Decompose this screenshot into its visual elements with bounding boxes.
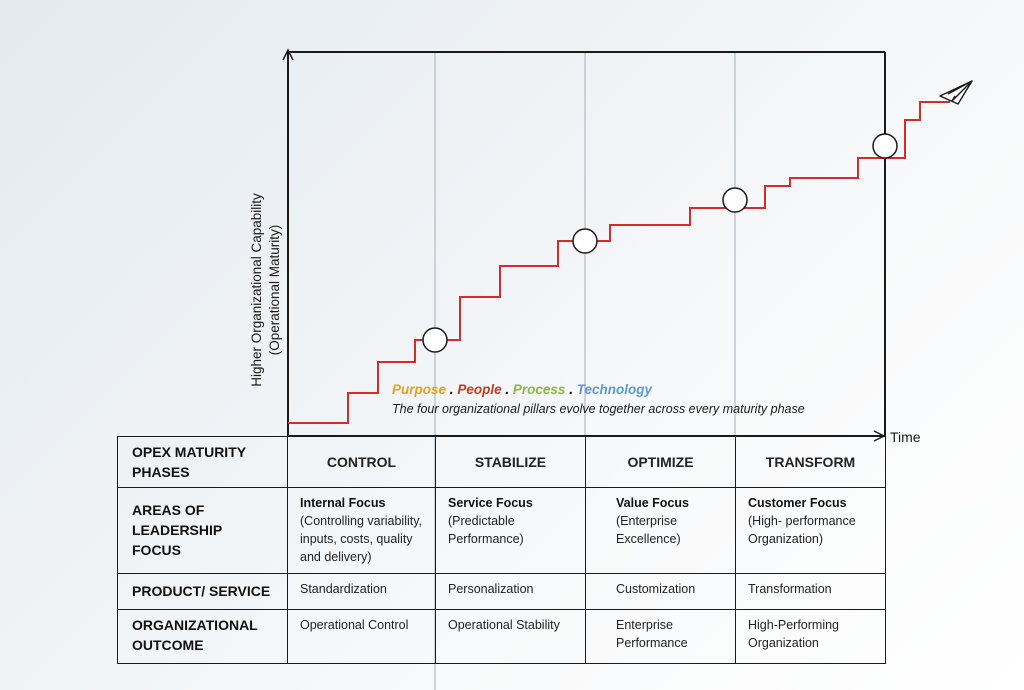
pillar-purpose: Purpose xyxy=(392,382,447,397)
row-header-product: PRODUCT/ SERVICE xyxy=(118,574,288,610)
pillar-people: People xyxy=(457,382,502,397)
table-row-phases xyxy=(118,437,886,488)
leadership-focus-transform: Customer Focus (High- performance Organization) xyxy=(736,488,886,574)
product-optimize: Customization xyxy=(586,574,736,610)
y-axis-label-line2: (Operational Maturity) xyxy=(267,224,282,356)
pillar-process: Process xyxy=(512,382,566,397)
row-header-outcome: ORGANIZATIONAL OUTCOME xyxy=(118,610,288,664)
product-control: Standardization xyxy=(288,574,436,610)
leadership-focus-stabilize: Service Focus (Predictable Performance) xyxy=(436,488,586,574)
milestone-circle-icon xyxy=(723,188,747,212)
pillar-separator: . xyxy=(449,382,454,397)
outcome-transform: High-Performing Organization xyxy=(736,610,886,664)
table-row-outcome xyxy=(118,610,886,664)
x-axis-label: Time xyxy=(890,429,921,445)
leadership-focus-optimize: Value Focus (Enterprise Excellence) xyxy=(586,488,736,574)
pillars-line xyxy=(392,382,653,397)
pillar-separator: . xyxy=(569,382,573,397)
outcome-stabilize: Operational Stability xyxy=(436,610,586,664)
pillar-technology: Technology xyxy=(576,382,652,397)
product-transform: Transformation xyxy=(736,574,886,610)
milestone-circle-icon xyxy=(873,134,897,158)
phase-control: CONTROL xyxy=(288,437,436,488)
row-header-leadership: AREAS OF LEADERSHIP FOCUS xyxy=(118,488,288,574)
milestone-circle-icon xyxy=(423,328,447,352)
row-header-phases: OPEX MATURITY PHASES xyxy=(118,437,288,488)
product-stabilize: Personalization xyxy=(436,574,586,610)
leadership-focus-control: Internal Focus (Controlling variability, inputs, costs, quality and delivery) xyxy=(288,488,436,574)
outcome-optimize: Enterprise Performance xyxy=(586,610,736,664)
paper-plane-icon xyxy=(940,81,972,104)
maturity-table xyxy=(117,436,886,664)
outcome-control: Operational Control xyxy=(288,610,436,664)
phase-stabilize: STABILIZE xyxy=(436,437,586,488)
phase-transform: TRANSFORM xyxy=(736,437,886,488)
pillar-separator: . xyxy=(505,382,510,397)
milestone-circle-icon xyxy=(573,229,597,253)
maturity-step-line xyxy=(288,102,950,423)
y-axis-label-line1: Higher Organizational Capability xyxy=(249,193,264,387)
pillars-caption: The four organizational pillars evolve together across every maturity phase xyxy=(392,402,805,416)
table-row-leadership xyxy=(118,488,886,574)
phase-optimize: OPTIMIZE xyxy=(586,437,736,488)
table-row-product xyxy=(118,574,886,610)
